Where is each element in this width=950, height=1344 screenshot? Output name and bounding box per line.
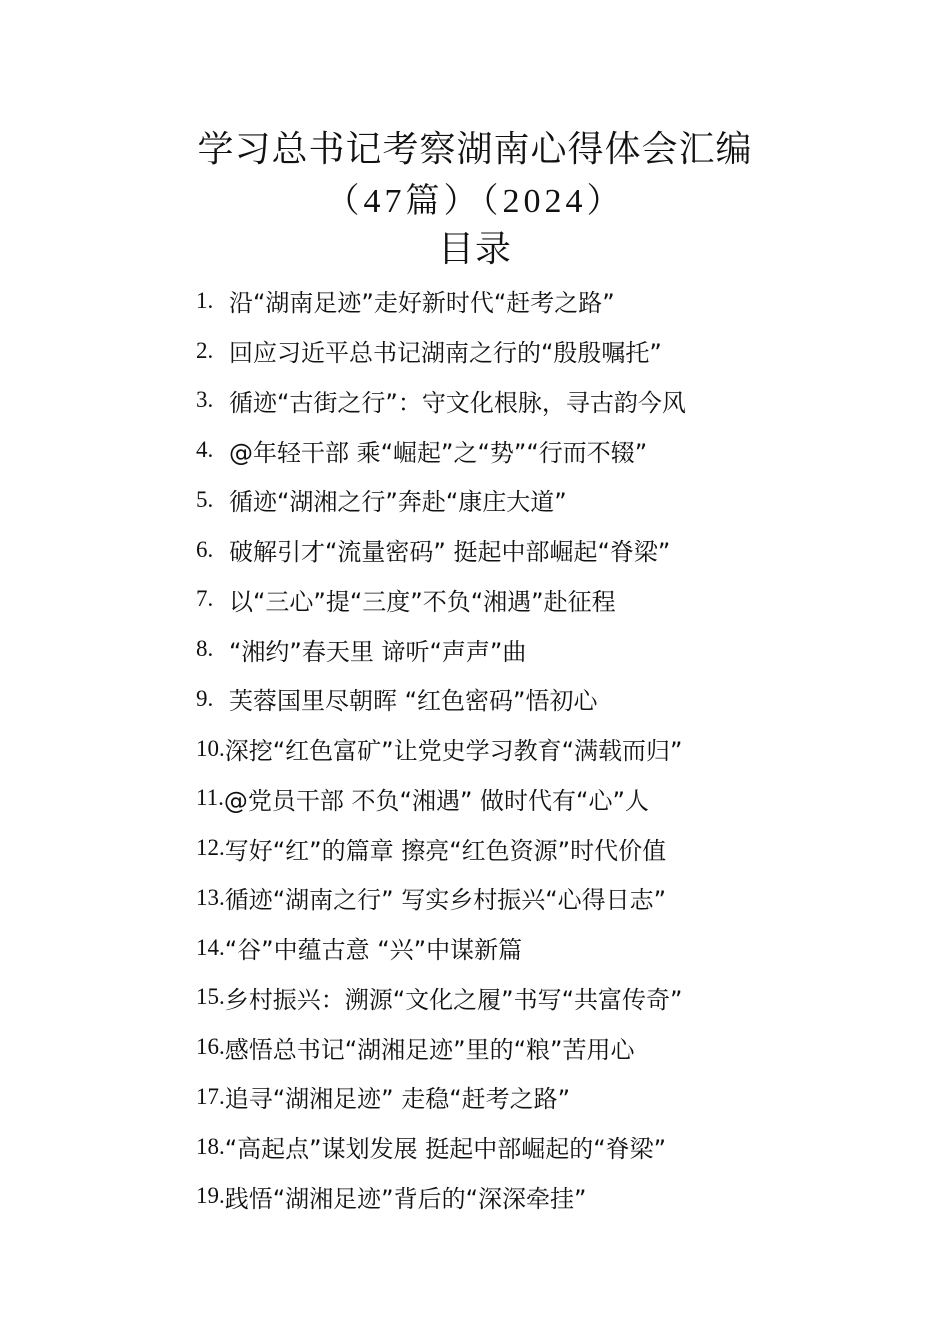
toc-item-1 bbox=[196, 276, 796, 326]
toc-item-number: 7. bbox=[196, 586, 214, 612]
toc-item-title: @党员干部 不负“湘遇” 做时代有“心”人 bbox=[223, 786, 649, 815]
toc-item-12 bbox=[196, 823, 796, 873]
toc-item-number: 19. bbox=[196, 1183, 225, 1209]
toc-item-10 bbox=[196, 724, 796, 774]
toc-heading: 目录 bbox=[437, 229, 512, 270]
toc-item-title: 循迹“湖湘之行”奔赴“康庄大道” bbox=[229, 488, 567, 517]
toc-item-title: 循迹“古街之行”：守文化根脉，寻古韵今风 bbox=[229, 388, 686, 417]
toc-item-title: “高起点”谋划发展 挺起中部崛起的“脊梁” bbox=[224, 1135, 667, 1164]
toc-item-number: 12. bbox=[196, 835, 225, 861]
toc-item-number: 3. bbox=[196, 387, 214, 413]
toc-item-number: 6. bbox=[196, 536, 214, 562]
toc-item-number: 5. bbox=[196, 486, 214, 512]
toc-item-number: 18. bbox=[196, 1133, 225, 1159]
toc-item-title: 循迹“湖南之行” 写实乡村振兴“心得日志” bbox=[224, 886, 667, 915]
toc-item-number: 8. bbox=[196, 636, 214, 662]
toc-item-16 bbox=[196, 1022, 796, 1072]
toc-item-7 bbox=[196, 575, 796, 625]
toc-item-14 bbox=[196, 923, 796, 973]
toc-item-number: 9. bbox=[196, 685, 214, 711]
toc-item-15 bbox=[196, 973, 796, 1023]
toc-item-19 bbox=[196, 1172, 796, 1222]
toc-item-3 bbox=[196, 376, 796, 426]
toc-item-title: “湘约”春天里 谛听“声声”曲 bbox=[229, 637, 527, 666]
toc-item-title: 沿“湖南足迹”走好新时代“赶考之路” bbox=[229, 289, 615, 318]
toc-item-title: 破解引才“流量密码” 挺起中部崛起“脊梁” bbox=[229, 538, 671, 567]
toc-item-title: 追寻“湖湘足迹” 走稳“赶考之路” bbox=[224, 1085, 571, 1114]
toc-item-title: 践悟“湖湘足迹”背后的“深深牵挂” bbox=[224, 1184, 587, 1213]
toc-item-6 bbox=[196, 525, 796, 575]
toc-item-title: 芙蓉国里尽朝晖 “红色密码”悟初心 bbox=[229, 687, 598, 716]
toc-item-8 bbox=[196, 624, 796, 674]
toc-item-4 bbox=[196, 425, 796, 475]
toc-item-title: 写好“红”的篇章 擦亮“红色资源”时代价值 bbox=[224, 836, 667, 865]
toc-item-11 bbox=[196, 774, 796, 824]
toc-item-number: 4. bbox=[196, 437, 214, 463]
toc-item-5 bbox=[196, 475, 796, 525]
document-subtitle: （47篇）（2024） bbox=[325, 183, 625, 220]
toc-item-number: 14. bbox=[196, 934, 225, 960]
toc-item-number: 13. bbox=[196, 884, 225, 910]
toc-item-2 bbox=[196, 326, 796, 376]
toc-item-9 bbox=[196, 674, 796, 724]
toc-item-number: 16. bbox=[196, 1034, 225, 1060]
toc-item-title: @年轻干部 乘“崛起”之“势”“行而不辍” bbox=[229, 438, 648, 467]
toc-item-13 bbox=[196, 873, 796, 923]
toc-item-number: 15. bbox=[196, 984, 225, 1010]
toc-item-number: 17. bbox=[196, 1083, 225, 1109]
toc-item-title: 回应习近平总书记湖南之行的“殷殷嘱托” bbox=[229, 339, 662, 368]
toc-item-title: 深挖“红色富矿”让党史学习教育“满载而归” bbox=[224, 737, 683, 766]
toc-item-title: 以“三心”提“三度”不负“湘遇”赴征程 bbox=[229, 587, 616, 616]
toc-item-title: 乡村振兴：溯源“文化之履”书写“共富传奇” bbox=[224, 985, 683, 1014]
table-of-contents bbox=[196, 276, 796, 1221]
toc-item-number: 11. bbox=[196, 785, 224, 811]
toc-item-title: “谷”中蕴古意 “兴”中谋新篇 bbox=[224, 936, 523, 965]
toc-item-number: 2. bbox=[196, 337, 214, 363]
toc-item-number: 1. bbox=[196, 287, 214, 313]
toc-item-18 bbox=[196, 1122, 796, 1172]
toc-item-title: 感悟总书记“湖湘足迹”里的“粮”苦用心 bbox=[224, 1035, 635, 1064]
toc-item-number: 10. bbox=[196, 735, 225, 761]
toc-item-17 bbox=[196, 1072, 796, 1122]
document-title: 学习总书记考察湖南心得体会汇编 bbox=[197, 129, 753, 170]
